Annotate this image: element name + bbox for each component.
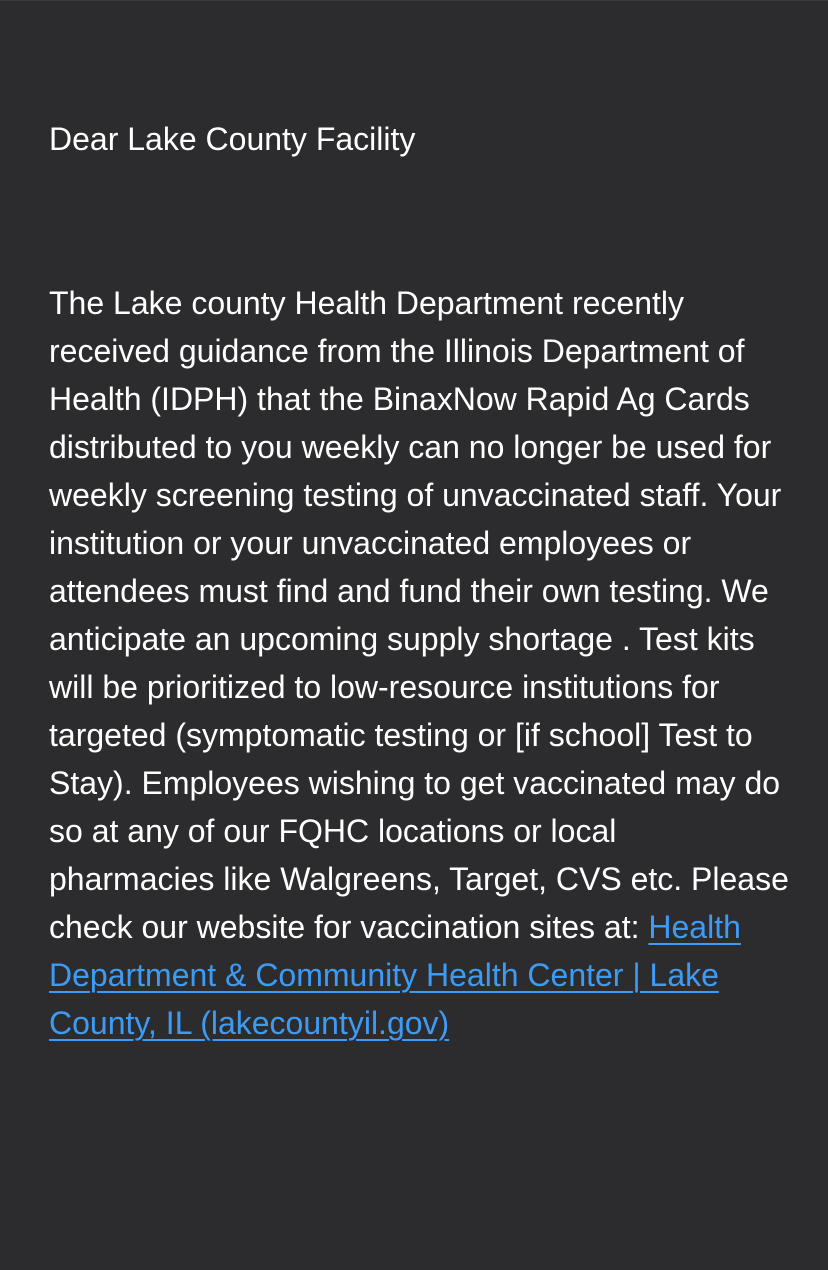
greeting-text: Dear Lake County Facility: [49, 121, 416, 157]
message-body-text: The Lake county Health Department recently received guidance from the Illinois Department of Health (IDPH) that the BinaxNow Rapid Ag Cards distributed to you weekly can no longer be used for weekly screening testing of unvaccinated staff. Your institution or your unvaccinated employees or attendees must find and fund their own testing. We anticipate an upcoming supply shortage . Test kits will be prioritized to low-resource institutions for targeted (symptomatic testing or [if school] Test to Stay). Employees wishing to get vaccinated may do so at any of our FQHC locations or local pharmacies like Walgreens, Target, CVS etc. Please check our website for vaccination sites at:: [49, 285, 789, 945]
message-paragraph: [49, 279, 789, 1047]
health-department-link[interactable]: Health Department & Community Health Center | Lake County, IL (lakecountyil.gov): [49, 909, 741, 1041]
